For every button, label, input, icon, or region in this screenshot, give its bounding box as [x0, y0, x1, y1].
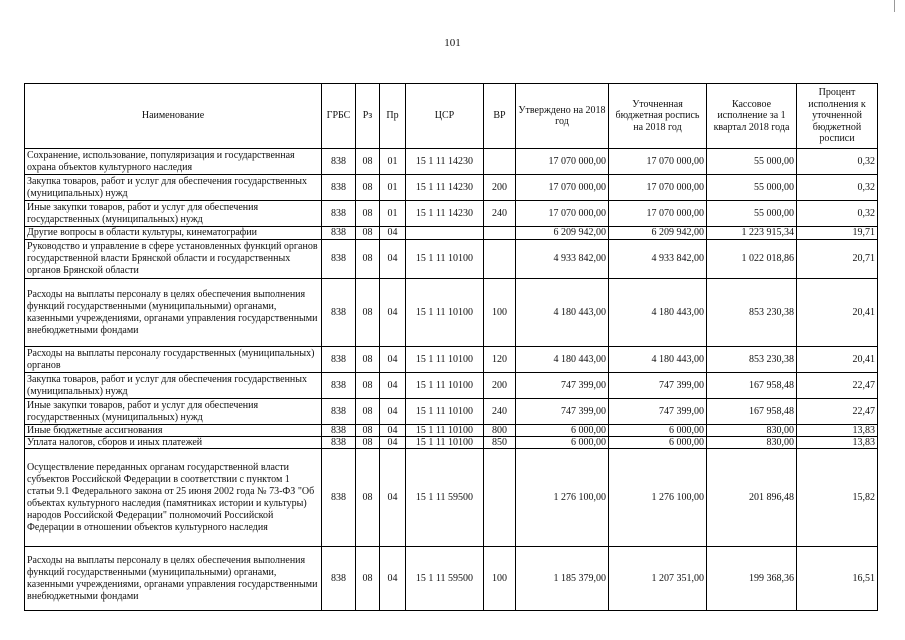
- cell-percent: 20,41: [797, 347, 878, 373]
- cell-rz: 08: [356, 399, 380, 425]
- cell-pr: 04: [380, 399, 406, 425]
- cell-cash: 167 958,48: [707, 399, 797, 425]
- cell-cash: 55 000,00: [707, 149, 797, 175]
- cell-cash: 1 022 018,86: [707, 240, 797, 279]
- cell-vr: [484, 240, 516, 279]
- cell-grbs: 838: [322, 201, 356, 227]
- cell-name: Закупка товаров, работ и услуг для обеспечения государственных (муниципальных) нужд: [25, 175, 322, 201]
- table-row: [25, 240, 878, 279]
- cell-approved: 6 209 942,00: [516, 227, 609, 240]
- cell-rz: 08: [356, 373, 380, 399]
- cell-approved: 1 276 100,00: [516, 449, 609, 547]
- table-header-row: [25, 84, 878, 149]
- cell-vr: 100: [484, 279, 516, 347]
- table-row: [25, 437, 878, 449]
- cell-grbs: 838: [322, 373, 356, 399]
- cell-vr: 800: [484, 425, 516, 437]
- cell-csr: 15 1 11 59500: [406, 449, 484, 547]
- cell-rz: 08: [356, 227, 380, 240]
- cell-percent: 13,83: [797, 425, 878, 437]
- cell-percent: 16,51: [797, 547, 878, 611]
- cell-name: Руководство и управление в сфере установленных функций органов государственной власти Брянской области и государственных органов Брянской области: [25, 240, 322, 279]
- cell-cash: 55 000,00: [707, 201, 797, 227]
- cell-refined: 1 207 351,00: [609, 547, 707, 611]
- table-row: [25, 425, 878, 437]
- cell-refined: 4 180 443,00: [609, 279, 707, 347]
- cell-name: Другие вопросы в области культуры, кинематографии: [25, 227, 322, 240]
- cell-refined: 17 070 000,00: [609, 175, 707, 201]
- table-row: [25, 279, 878, 347]
- cell-approved: 4 933 842,00: [516, 240, 609, 279]
- cell-grbs: 838: [322, 399, 356, 425]
- cell-name: Иные бюджетные ассигнования: [25, 425, 322, 437]
- cell-rz: 08: [356, 347, 380, 373]
- cell-percent: 0,32: [797, 175, 878, 201]
- cell-refined: 4 933 842,00: [609, 240, 707, 279]
- cell-grbs: 838: [322, 425, 356, 437]
- header-rz: Рз: [356, 84, 380, 149]
- table-row: [25, 201, 878, 227]
- cell-grbs: 838: [322, 227, 356, 240]
- cell-vr: 120: [484, 347, 516, 373]
- cell-grbs: 838: [322, 547, 356, 611]
- cell-approved: 17 070 000,00: [516, 201, 609, 227]
- cell-pr: 04: [380, 279, 406, 347]
- cell-rz: 08: [356, 425, 380, 437]
- cell-name: Иные закупки товаров, работ и услуг для обеспечения государственных (муниципальных) нужд: [25, 399, 322, 425]
- cell-vr: 850: [484, 437, 516, 449]
- cell-refined: 17 070 000,00: [609, 201, 707, 227]
- table-row: [25, 449, 878, 547]
- table-row: [25, 347, 878, 373]
- cell-percent: 22,47: [797, 373, 878, 399]
- cell-cash: 853 230,38: [707, 279, 797, 347]
- cell-refined: 747 399,00: [609, 373, 707, 399]
- budget-execution-table: [24, 83, 878, 611]
- cell-vr: 200: [484, 373, 516, 399]
- cell-rz: 08: [356, 437, 380, 449]
- cell-csr: 15 1 11 10100: [406, 425, 484, 437]
- cell-csr: 15 1 11 10100: [406, 279, 484, 347]
- cell-refined: 4 180 443,00: [609, 347, 707, 373]
- cell-csr: 15 1 11 10100: [406, 437, 484, 449]
- cell-approved: 6 000,00: [516, 437, 609, 449]
- cell-pr: 04: [380, 240, 406, 279]
- table-row: [25, 149, 878, 175]
- table-row: [25, 399, 878, 425]
- cell-approved: 747 399,00: [516, 399, 609, 425]
- table-row: [25, 547, 878, 611]
- page-edge-mark: [894, 0, 895, 12]
- cell-pr: 01: [380, 149, 406, 175]
- header-name: Наименование: [25, 84, 322, 149]
- cell-name: Иные закупки товаров, работ и услуг для обеспечения государственных (муниципальных) нужд: [25, 201, 322, 227]
- table-row: [25, 175, 878, 201]
- cell-approved: 1 185 379,00: [516, 547, 609, 611]
- cell-rz: 08: [356, 240, 380, 279]
- header-cash: Кассовое исполнение за 1 квартал 2018 года: [707, 84, 797, 149]
- cell-vr: [484, 449, 516, 547]
- cell-name: Уплата налогов, сборов и иных платежей: [25, 437, 322, 449]
- cell-pr: 04: [380, 425, 406, 437]
- cell-percent: 20,71: [797, 240, 878, 279]
- cell-percent: 13,83: [797, 437, 878, 449]
- cell-percent: 22,47: [797, 399, 878, 425]
- cell-csr: 15 1 11 14230: [406, 175, 484, 201]
- cell-rz: 08: [356, 175, 380, 201]
- cell-vr: 240: [484, 201, 516, 227]
- cell-pr: 04: [380, 449, 406, 547]
- cell-cash: 201 896,48: [707, 449, 797, 547]
- cell-percent: 15,82: [797, 449, 878, 547]
- cell-pr: 04: [380, 547, 406, 611]
- cell-name: Расходы на выплаты персоналу государственных (муниципальных) органов: [25, 347, 322, 373]
- cell-csr: [406, 227, 484, 240]
- header-approved: Утверждено на 2018 год: [516, 84, 609, 149]
- cell-percent: 20,41: [797, 279, 878, 347]
- cell-approved: 17 070 000,00: [516, 149, 609, 175]
- cell-cash: 830,00: [707, 437, 797, 449]
- cell-vr: 100: [484, 547, 516, 611]
- cell-approved: 747 399,00: [516, 373, 609, 399]
- header-grbs: ГРБС: [322, 84, 356, 149]
- header-refined: Уточненная бюджетная роспись на 2018 год: [609, 84, 707, 149]
- cell-percent: 0,32: [797, 201, 878, 227]
- cell-cash: 199 368,36: [707, 547, 797, 611]
- cell-approved: 17 070 000,00: [516, 175, 609, 201]
- header-percent: Процент исполнения к уточненной бюджетной росписи: [797, 84, 878, 149]
- cell-rz: 08: [356, 149, 380, 175]
- cell-vr: 200: [484, 175, 516, 201]
- cell-grbs: 838: [322, 449, 356, 547]
- cell-approved: 6 000,00: [516, 425, 609, 437]
- cell-vr: 240: [484, 399, 516, 425]
- cell-csr: 15 1 11 10100: [406, 347, 484, 373]
- cell-pr: 04: [380, 373, 406, 399]
- cell-name: Сохранение, использование, популяризация и государственная охрана объектов культурного наследия: [25, 149, 322, 175]
- cell-approved: 4 180 443,00: [516, 279, 609, 347]
- cell-csr: 15 1 11 59500: [406, 547, 484, 611]
- cell-rz: 08: [356, 547, 380, 611]
- cell-csr: 15 1 11 10100: [406, 240, 484, 279]
- cell-grbs: 838: [322, 437, 356, 449]
- table-row: [25, 373, 878, 399]
- cell-cash: 853 230,38: [707, 347, 797, 373]
- cell-cash: 55 000,00: [707, 175, 797, 201]
- cell-csr: 15 1 11 10100: [406, 399, 484, 425]
- page-number: 101: [444, 37, 461, 49]
- cell-refined: 6 209 942,00: [609, 227, 707, 240]
- cell-pr: 01: [380, 175, 406, 201]
- cell-cash: 830,00: [707, 425, 797, 437]
- cell-refined: 17 070 000,00: [609, 149, 707, 175]
- cell-csr: 15 1 11 14230: [406, 201, 484, 227]
- cell-percent: 19,71: [797, 227, 878, 240]
- cell-vr: [484, 149, 516, 175]
- cell-name: Закупка товаров, работ и услуг для обеспечения государственных (муниципальных) нужд: [25, 373, 322, 399]
- cell-approved: 4 180 443,00: [516, 347, 609, 373]
- cell-name: Осуществление переданных органам государственной власти субъектов Российской Федерации в соответствии с пунктом 1 статьи 9.1 Федерального закона от 25 июня 2002 года № 73-ФЗ "Об объектах культурного наследия (памятниках истории и культуры) народов Российской Федерации" полномочий Российской Федерации в отношении объектов культурного наследия: [25, 449, 322, 547]
- cell-cash: 167 958,48: [707, 373, 797, 399]
- cell-grbs: 838: [322, 175, 356, 201]
- cell-rz: 08: [356, 279, 380, 347]
- cell-grbs: 838: [322, 279, 356, 347]
- cell-csr: 15 1 11 14230: [406, 149, 484, 175]
- cell-csr: 15 1 11 10100: [406, 373, 484, 399]
- cell-grbs: 838: [322, 240, 356, 279]
- cell-grbs: 838: [322, 149, 356, 175]
- cell-percent: 0,32: [797, 149, 878, 175]
- cell-refined: 747 399,00: [609, 399, 707, 425]
- cell-grbs: 838: [322, 347, 356, 373]
- cell-rz: 08: [356, 449, 380, 547]
- cell-vr: [484, 227, 516, 240]
- cell-refined: 6 000,00: [609, 437, 707, 449]
- cell-cash: 1 223 915,34: [707, 227, 797, 240]
- cell-pr: 04: [380, 227, 406, 240]
- header-vr: ВР: [484, 84, 516, 149]
- cell-refined: 1 276 100,00: [609, 449, 707, 547]
- cell-pr: 04: [380, 347, 406, 373]
- header-pr: Пр: [380, 84, 406, 149]
- cell-name: Расходы на выплаты персоналу в целях обеспечения выполнения функций государственными (муниципальными) органами, казенными учреждениями, органами управления государственными внебюджетными фондами: [25, 279, 322, 347]
- cell-name: Расходы на выплаты персоналу в целях обеспечения выполнения функций государственными (муниципальными) органами, казенными учреждениями, органами управления государственными внебюджетными фондами: [25, 547, 322, 611]
- cell-pr: 04: [380, 437, 406, 449]
- header-csr: ЦСР: [406, 84, 484, 149]
- cell-refined: 6 000,00: [609, 425, 707, 437]
- cell-pr: 01: [380, 201, 406, 227]
- cell-rz: 08: [356, 201, 380, 227]
- table-row: [25, 227, 878, 240]
